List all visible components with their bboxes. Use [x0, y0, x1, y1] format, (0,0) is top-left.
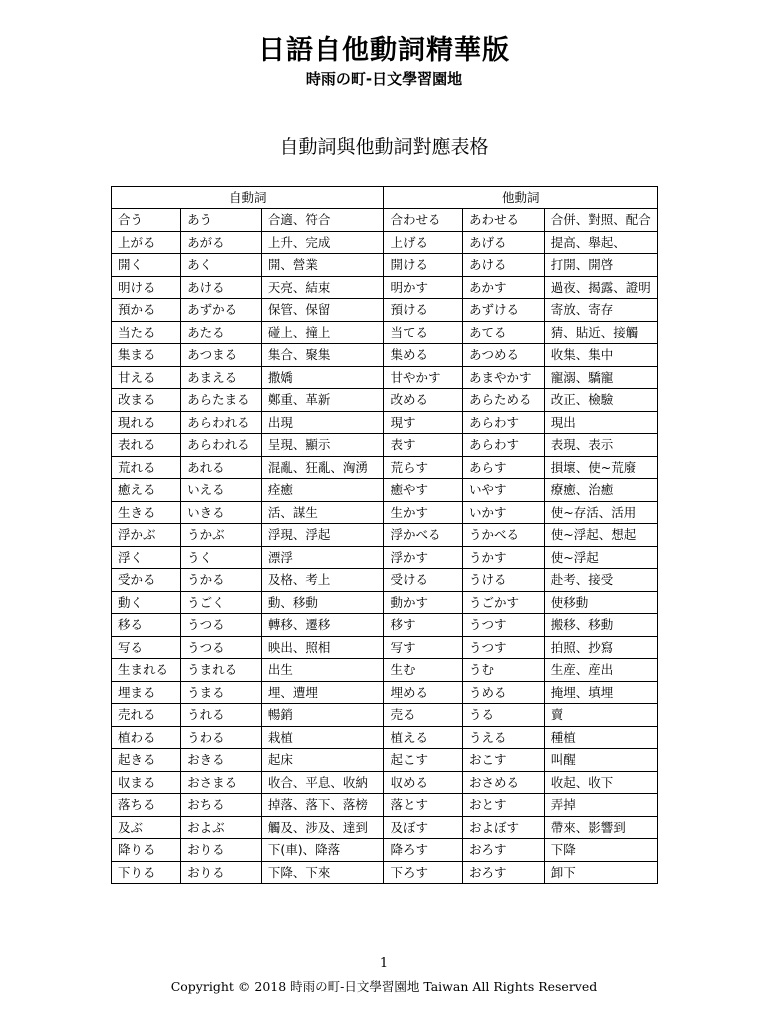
intransitive-kana-cell: あたる [181, 321, 262, 344]
transitive-kanji-cell: 及ぼす [384, 816, 463, 839]
transitive-kanji-cell: 改める [384, 389, 463, 412]
intransitive-kana-cell: あらたまる [181, 389, 262, 412]
transitive-kanji-cell: 移す [384, 614, 463, 637]
transitive-meaning-cell: 帶來、影響到 [544, 816, 657, 839]
transitive-meaning-cell: 掩埋、填埋 [544, 681, 657, 704]
transitive-kana-cell: およぼす [463, 816, 545, 839]
table-row [112, 254, 658, 277]
transitive-kana-cell: うかす [463, 546, 545, 569]
intransitive-kana-cell: いきる [181, 501, 262, 524]
table-row [112, 839, 658, 862]
table-row [112, 501, 658, 524]
intransitive-meaning-cell: 上升、完成 [261, 231, 384, 254]
intransitive-meaning-cell: 及格、考上 [261, 569, 384, 592]
transitive-kana-cell: あらす [463, 456, 545, 479]
transitive-kanji-cell: 降ろす [384, 839, 463, 862]
intransitive-kana-cell: あらわれる [181, 411, 262, 434]
table-row [112, 794, 658, 817]
transitive-kanji-cell: 合わせる [384, 209, 463, 232]
intransitive-kana-cell: うつる [181, 636, 262, 659]
transitive-kana-cell: うける [463, 569, 545, 592]
intransitive-meaning-cell: 混亂、狂亂、洶湧 [261, 456, 384, 479]
transitive-meaning-cell: 表現、表示 [544, 434, 657, 457]
intransitive-kanji-cell: 植わる [112, 726, 181, 749]
intransitive-kana-cell: あける [181, 276, 262, 299]
intransitive-meaning-cell: 栽植 [261, 726, 384, 749]
transitive-kanji-cell: 植える [384, 726, 463, 749]
transitive-kanji-cell: 明かす [384, 276, 463, 299]
transitive-kanji-cell: 落とす [384, 794, 463, 817]
transitive-meaning-cell: 改正、檢驗 [544, 389, 657, 412]
intransitive-meaning-cell: 埋、遭埋 [261, 681, 384, 704]
intransitive-meaning-cell: 觸及、涉及、達到 [261, 816, 384, 839]
intransitive-meaning-cell: 保管、保留 [261, 299, 384, 322]
transitive-kana-cell: うる [463, 704, 545, 727]
transitive-kanji-cell: 開ける [384, 254, 463, 277]
intransitive-meaning-cell: 起床 [261, 749, 384, 772]
transitive-kana-cell: おこす [463, 749, 545, 772]
intransitive-kana-cell: あれる [181, 456, 262, 479]
transitive-meaning-cell: 賣 [544, 704, 657, 727]
intransitive-kana-cell: おさまる [181, 771, 262, 794]
transitive-kana-cell: おとす [463, 794, 545, 817]
intransitive-meaning-cell: 天亮、結束 [261, 276, 384, 299]
table-row [112, 681, 658, 704]
intransitive-meaning-cell: 活、謀生 [261, 501, 384, 524]
transitive-kanji-cell: 起こす [384, 749, 463, 772]
table-row [112, 479, 658, 502]
transitive-meaning-cell: 損壞、使~荒廢 [544, 456, 657, 479]
intransitive-kanji-cell: 動く [112, 591, 181, 614]
transitive-kanji-cell: 上げる [384, 231, 463, 254]
header-intransitive: 自動詞 [112, 187, 384, 209]
intransitive-kana-cell: うかる [181, 569, 262, 592]
table-row [112, 569, 658, 592]
transitive-kana-cell: うつす [463, 636, 545, 659]
transitive-meaning-cell: 過夜、揭露、證明 [544, 276, 657, 299]
transitive-kana-cell: いかす [463, 501, 545, 524]
intransitive-kana-cell: うつる [181, 614, 262, 637]
transitive-meaning-cell: 卸下 [544, 861, 657, 884]
transitive-kana-cell: いやす [463, 479, 545, 502]
intransitive-kanji-cell: 生まれる [112, 659, 181, 682]
transitive-kanji-cell: 売る [384, 704, 463, 727]
intransitive-meaning-cell: 暢銷 [261, 704, 384, 727]
transitive-meaning-cell: 使~存活、活用 [544, 501, 657, 524]
intransitive-meaning-cell: 集合、聚集 [261, 344, 384, 367]
transitive-kana-cell: あまやかす [463, 366, 545, 389]
page-number: 1 [379, 956, 389, 971]
transitive-meaning-cell: 叫醒 [544, 749, 657, 772]
table-row [112, 636, 658, 659]
intransitive-kanji-cell: 明ける [112, 276, 181, 299]
transitive-meaning-cell: 收集、集中 [544, 344, 657, 367]
intransitive-kanji-cell: 売れる [112, 704, 181, 727]
intransitive-meaning-cell: 鄭重、革新 [261, 389, 384, 412]
intransitive-kanji-cell: 及ぶ [112, 816, 181, 839]
intransitive-meaning-cell: 下降、下來 [261, 861, 384, 884]
transitive-meaning-cell: 搬移、移動 [544, 614, 657, 637]
transitive-meaning-cell: 合併、對照、配合 [544, 209, 657, 232]
intransitive-kanji-cell: 表れる [112, 434, 181, 457]
transitive-meaning-cell: 拍照、抄寫 [544, 636, 657, 659]
intransitive-kanji-cell: 当たる [112, 321, 181, 344]
transitive-meaning-cell: 使移動 [544, 591, 657, 614]
intransitive-kanji-cell: 下りる [112, 861, 181, 884]
intransitive-kana-cell: おちる [181, 794, 262, 817]
transitive-kanji-cell: 受ける [384, 569, 463, 592]
transitive-meaning-cell: 療癒、治癒 [544, 479, 657, 502]
intransitive-kana-cell: おりる [181, 861, 262, 884]
table-row [112, 771, 658, 794]
intransitive-kana-cell: あく [181, 254, 262, 277]
table-row [112, 276, 658, 299]
intransitive-kanji-cell: 埋まる [112, 681, 181, 704]
intransitive-kana-cell: おりる [181, 839, 262, 862]
transitive-meaning-cell: 赴考、接受 [544, 569, 657, 592]
intransitive-kana-cell: おきる [181, 749, 262, 772]
transitive-meaning-cell: 種植 [544, 726, 657, 749]
transitive-kana-cell: うえる [463, 726, 545, 749]
intransitive-kanji-cell: 浮く [112, 546, 181, 569]
intransitive-kana-cell: うれる [181, 704, 262, 727]
intransitive-kanji-cell: 移る [112, 614, 181, 637]
intransitive-kana-cell: あらわれる [181, 434, 262, 457]
document-title: 日語自他動詞精華版 [258, 35, 510, 66]
transitive-kanji-cell: 現す [384, 411, 463, 434]
table-row [112, 389, 658, 412]
intransitive-kanji-cell: 生きる [112, 501, 181, 524]
transitive-meaning-cell: 下降 [544, 839, 657, 862]
intransitive-kana-cell: うわる [181, 726, 262, 749]
verb-table [111, 186, 658, 884]
table-row [112, 704, 658, 727]
transitive-meaning-cell: 寵溺、驕寵 [544, 366, 657, 389]
transitive-kana-cell: あわせる [463, 209, 545, 232]
table-row [112, 861, 658, 884]
transitive-kana-cell: おろす [463, 839, 545, 862]
transitive-meaning-cell: 弄掉 [544, 794, 657, 817]
transitive-kana-cell: おさめる [463, 771, 545, 794]
intransitive-kanji-cell: 現れる [112, 411, 181, 434]
intransitive-kana-cell: うごく [181, 591, 262, 614]
transitive-kanji-cell: 預ける [384, 299, 463, 322]
intransitive-kanji-cell: 降りる [112, 839, 181, 862]
intransitive-kanji-cell: 甘える [112, 366, 181, 389]
table-row [112, 726, 658, 749]
intransitive-meaning-cell: 映出、照相 [261, 636, 384, 659]
intransitive-kanji-cell: 写る [112, 636, 181, 659]
table-row [112, 659, 658, 682]
table-row [112, 546, 658, 569]
transitive-kana-cell: あらわす [463, 411, 545, 434]
intransitive-meaning-cell: 合適、符合 [261, 209, 384, 232]
intransitive-kana-cell: あう [181, 209, 262, 232]
intransitive-meaning-cell: 碰上、撞上 [261, 321, 384, 344]
transitive-kanji-cell: 動かす [384, 591, 463, 614]
intransitive-meaning-cell: 浮現、浮起 [261, 524, 384, 547]
transitive-kanji-cell: 埋める [384, 681, 463, 704]
header-transitive: 他動詞 [384, 187, 658, 209]
transitive-kana-cell: あかす [463, 276, 545, 299]
intransitive-kanji-cell: 癒える [112, 479, 181, 502]
transitive-kanji-cell: 生む [384, 659, 463, 682]
intransitive-kanji-cell: 荒れる [112, 456, 181, 479]
intransitive-kanji-cell: 集まる [112, 344, 181, 367]
transitive-kanji-cell: 集める [384, 344, 463, 367]
transitive-meaning-cell: 使~浮起 [544, 546, 657, 569]
intransitive-kana-cell: あまえる [181, 366, 262, 389]
intransitive-meaning-cell: 掉落、落下、落榜 [261, 794, 384, 817]
copyright-notice: Copyright © 2018 時雨の町-日文學習園地 Taiwan All Rights Reserved [170, 979, 598, 994]
intransitive-kanji-cell: 浮かぶ [112, 524, 181, 547]
table-row [112, 434, 658, 457]
transitive-kana-cell: あつめる [463, 344, 545, 367]
intransitive-kanji-cell: 開く [112, 254, 181, 277]
table-row [112, 411, 658, 434]
intransitive-kanji-cell: 改まる [112, 389, 181, 412]
table-row [112, 209, 658, 232]
table-row [112, 231, 658, 254]
intransitive-kana-cell: うまれる [181, 659, 262, 682]
transitive-kanji-cell: 生かす [384, 501, 463, 524]
intransitive-kanji-cell: 起きる [112, 749, 181, 772]
intransitive-kana-cell: うく [181, 546, 262, 569]
table-row [112, 366, 658, 389]
transitive-kanji-cell: 浮かべる [384, 524, 463, 547]
intransitive-kana-cell: うまる [181, 681, 262, 704]
transitive-kanji-cell: 写す [384, 636, 463, 659]
transitive-kana-cell: あずける [463, 299, 545, 322]
intransitive-meaning-cell: 出生 [261, 659, 384, 682]
transitive-kana-cell: うかべる [463, 524, 545, 547]
intransitive-kanji-cell: 落ちる [112, 794, 181, 817]
intransitive-kana-cell: あつまる [181, 344, 262, 367]
transitive-kanji-cell: 甘やかす [384, 366, 463, 389]
transitive-kanji-cell: 下ろす [384, 861, 463, 884]
intransitive-kana-cell: あがる [181, 231, 262, 254]
table-row [112, 749, 658, 772]
transitive-meaning-cell: 提高、舉起、 [544, 231, 657, 254]
transitive-kana-cell: あてる [463, 321, 545, 344]
table-row [112, 299, 658, 322]
intransitive-kana-cell: うかぶ [181, 524, 262, 547]
intransitive-meaning-cell: 撒嬌 [261, 366, 384, 389]
intransitive-meaning-cell: 出現 [261, 411, 384, 434]
table-row [112, 321, 658, 344]
table-row [112, 816, 658, 839]
intransitive-meaning-cell: 痊癒 [261, 479, 384, 502]
document-subtitle: 時雨の町-日文學習園地 [305, 70, 463, 88]
intransitive-meaning-cell: 下(車)、降落 [261, 839, 384, 862]
transitive-meaning-cell: 生産、産出 [544, 659, 657, 682]
transitive-kanji-cell: 癒やす [384, 479, 463, 502]
intransitive-kana-cell: いえる [181, 479, 262, 502]
intransitive-meaning-cell: 漂浮 [261, 546, 384, 569]
table-row [112, 344, 658, 367]
transitive-meaning-cell: 猜、貼近、接觸 [544, 321, 657, 344]
table-body [112, 209, 658, 884]
intransitive-kanji-cell: 預かる [112, 299, 181, 322]
transitive-kana-cell: うめる [463, 681, 545, 704]
transitive-meaning-cell: 現出 [544, 411, 657, 434]
table-title: 自動詞與他動詞對應表格 [279, 136, 489, 158]
intransitive-meaning-cell: 轉移、遷移 [261, 614, 384, 637]
intransitive-kanji-cell: 合う [112, 209, 181, 232]
transitive-kana-cell: うごかす [463, 591, 545, 614]
transitive-kana-cell: あらわす [463, 434, 545, 457]
transitive-kana-cell: おろす [463, 861, 545, 884]
transitive-kana-cell: あける [463, 254, 545, 277]
table-row [112, 524, 658, 547]
transitive-kanji-cell: 収める [384, 771, 463, 794]
transitive-kana-cell: うつす [463, 614, 545, 637]
transitive-meaning-cell: 寄放、寄存 [544, 299, 657, 322]
transitive-kanji-cell: 荒らす [384, 456, 463, 479]
transitive-meaning-cell: 打開、開啓 [544, 254, 657, 277]
intransitive-kanji-cell: 受かる [112, 569, 181, 592]
intransitive-meaning-cell: 收合、平息、收納 [261, 771, 384, 794]
intransitive-kanji-cell: 上がる [112, 231, 181, 254]
transitive-kana-cell: あげる [463, 231, 545, 254]
transitive-kanji-cell: 浮かす [384, 546, 463, 569]
transitive-kanji-cell: 当てる [384, 321, 463, 344]
transitive-meaning-cell: 使~浮起、想起 [544, 524, 657, 547]
intransitive-meaning-cell: 動、移動 [261, 591, 384, 614]
transitive-kanji-cell: 表す [384, 434, 463, 457]
transitive-kana-cell: うむ [463, 659, 545, 682]
transitive-kana-cell: あらためる [463, 389, 545, 412]
intransitive-meaning-cell: 呈現、顯示 [261, 434, 384, 457]
intransitive-kanji-cell: 収まる [112, 771, 181, 794]
intransitive-kana-cell: およぶ [181, 816, 262, 839]
intransitive-kana-cell: あずかる [181, 299, 262, 322]
transitive-meaning-cell: 收起、收下 [544, 771, 657, 794]
table-header-row [112, 187, 658, 209]
table-row [112, 614, 658, 637]
intransitive-meaning-cell: 開、營業 [261, 254, 384, 277]
table-row [112, 591, 658, 614]
table-row [112, 456, 658, 479]
